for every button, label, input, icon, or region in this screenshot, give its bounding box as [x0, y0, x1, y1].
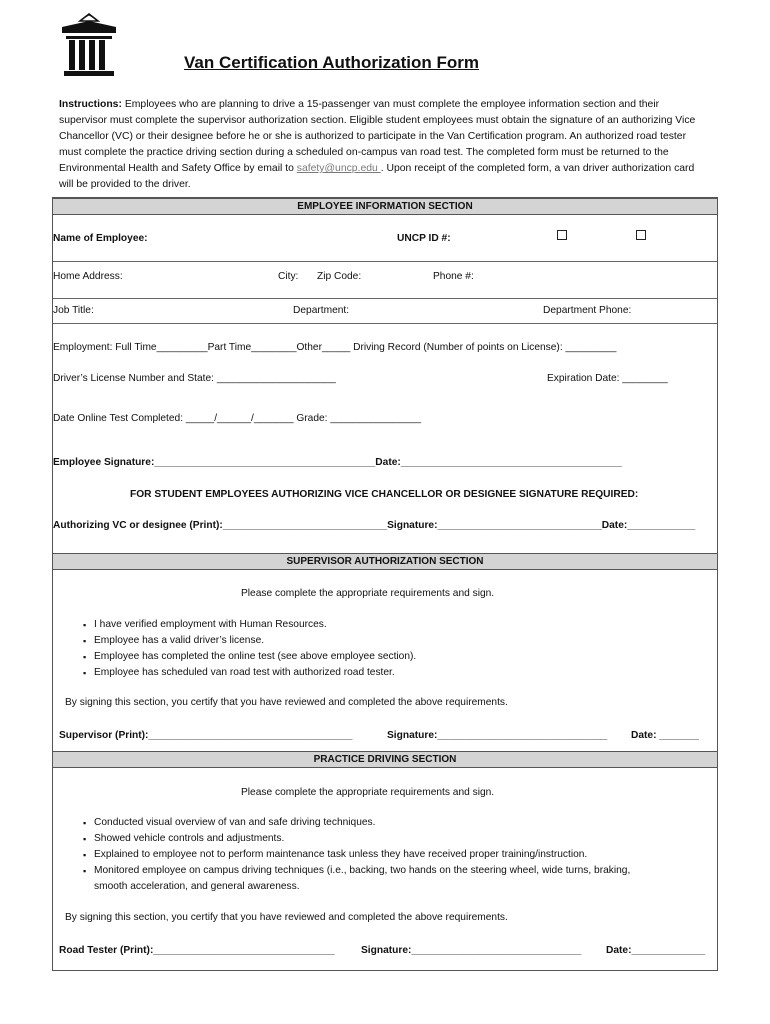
- job-title-label: Job Title:: [53, 305, 94, 316]
- expiration-date-line: Expiration Date: ________: [547, 373, 668, 384]
- road-tester-signature-line: Signature:______________________________: [361, 945, 582, 956]
- list-item: ▪ Employee has scheduled van road test with authorized road tester.: [94, 665, 416, 681]
- list-item: ▪ Monitored employee on campus driving techniques (i.e., backing, two hands on the steering wheel, wide turns, braking, smooth acceleration, and general awareness.: [94, 863, 634, 895]
- road-tester-date-line: Date:_____________: [606, 945, 706, 956]
- list-item: ▪ I have verified employment with Human Resources.: [94, 617, 416, 633]
- list-item: ▪ Employee has a valid driver’s license.: [94, 633, 416, 649]
- home-address-label: Home Address:: [53, 271, 123, 282]
- employee-section-header: EMPLOYEE INFORMATION SECTION: [53, 198, 717, 215]
- checkbox-1[interactable]: [557, 230, 567, 240]
- supervisor-print-line: Supervisor (Print):____________________________________: [59, 730, 353, 741]
- department-label: Department:: [293, 305, 350, 316]
- supervisor-date-line: Date: _______: [631, 730, 699, 741]
- instructions-text: Employees who are planning to drive a 15-passenger van must complete the employee information section and their supervisor must complete the supervisor authorization section. Eligible student employees must obtain the signature of an authorizing Vice Chancellor (VC) or their designee before he or she is authorized to participate in the Van Certification program. An authorized road tester must complete the practice driving section during a scheduled on-campus van road test. The completed form must be returned to the Environmental Health and Safety Office by email to: [59, 99, 696, 174]
- supervisor-intro: Please complete the appropriate requirements and sign.: [241, 588, 495, 599]
- list-item: ▪ Conducted visual overview of van and safe driving techniques.: [94, 815, 684, 831]
- phone-label: Phone #:: [433, 271, 474, 282]
- practice-section-header: PRACTICE DRIVING SECTION: [53, 751, 717, 768]
- supervisor-section-header: SUPERVISOR AUTHORIZATION SECTION: [53, 553, 717, 570]
- list-item: ▪ Employee has completed the online test (see above employee section).: [94, 649, 416, 665]
- employment-line: Employment: Full Time_________Part Time________Other_____ Driving Record (Number of points on License): _________: [53, 342, 617, 353]
- list-item: ▪ Explained to employee not to perform maintenance task unless they have received proper training/instruction.: [94, 847, 684, 863]
- instructions-label: Instructions:: [59, 99, 122, 110]
- divider: [53, 261, 717, 262]
- supervisor-certify-text: By signing this section, you certify that you have reviewed and completed the above requirements.: [65, 697, 508, 708]
- department-phone-label: Department Phone:: [543, 305, 632, 316]
- employee-name-label: Name of Employee:: [53, 233, 148, 244]
- instructions: [59, 97, 699, 193]
- authorizing-vc-line: Authorizing VC or designee (Print):_____________________________Signature:_____________________________Date:____________: [53, 520, 696, 531]
- zip-code-label: Zip Code:: [317, 271, 362, 282]
- supervisor-signature-line: Signature:______________________________: [387, 730, 608, 741]
- list-item: ▪ Showed vehicle controls and adjustments.: [94, 831, 684, 847]
- safety-email-link[interactable]: safety@uncp.edu: [296, 163, 381, 174]
- online-test-line: Date Online Test Completed: _____/______/_______ Grade: ________________: [53, 413, 421, 424]
- form-title: Van Certification Authorization Form: [184, 53, 479, 72]
- student-employee-notice: FOR STUDENT EMPLOYEES AUTHORIZING VICE CHANCELLOR OR DESIGNEE SIGNATURE REQUIRED:: [130, 489, 639, 500]
- instructions-tail: . Upon receipt of the completed form, a van driver authorization card will be provided to the driver.: [59, 163, 695, 190]
- uncp-id-label: UNCP ID #:: [397, 233, 451, 244]
- road-tester-print-line: Road Tester (Print):________________________________: [59, 945, 335, 956]
- checkbox-2[interactable]: [636, 230, 646, 240]
- university-building-logo: [60, 12, 118, 78]
- city-label: City:: [278, 271, 299, 282]
- divider: [53, 298, 717, 299]
- employee-signature-line: Employee Signature:_______________________________________Date:_______________________________________: [53, 457, 622, 468]
- drivers-license-line: Driver’s License Number and State: _____________________: [53, 373, 336, 384]
- practice-requirements-list: [82, 815, 684, 895]
- supervisor-requirements-list: [82, 617, 416, 681]
- practice-intro: Please complete the appropriate requirements and sign.: [241, 787, 495, 798]
- divider: [53, 323, 717, 324]
- practice-certify-text: By signing this section, you certify that you have reviewed and completed the above requirements.: [65, 912, 508, 923]
